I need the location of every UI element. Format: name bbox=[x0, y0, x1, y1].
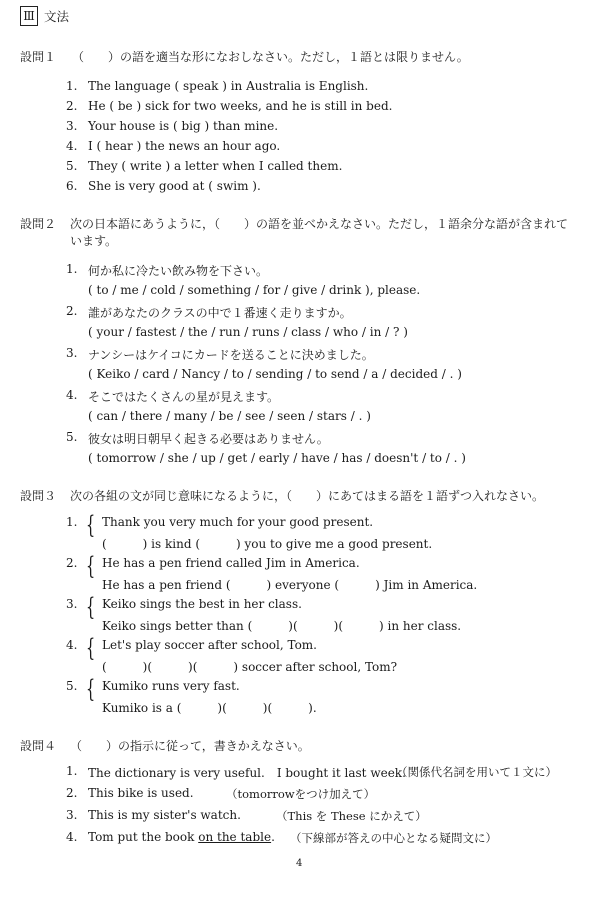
q3-item-num: 2. bbox=[66, 556, 78, 570]
q1-item-text: Your house is ( big ) than mine. bbox=[88, 119, 279, 133]
q3-item-line2: ( )( )( ) soccer after school, Tom? bbox=[102, 660, 398, 674]
q3-item-line1: He has a pen friend called Jim in America. bbox=[102, 556, 360, 570]
q2-item-ja: ナンシーはケイコにカードを送ることに決めました。 bbox=[88, 348, 374, 362]
q4-item-note: （This を These にかえて） bbox=[276, 809, 427, 823]
brace-icon: { bbox=[86, 511, 96, 539]
q1-item-num: 6. bbox=[66, 179, 78, 193]
q3-item-line2: Keiko sings better than ( )( )( ) in her class. bbox=[102, 619, 462, 633]
q4-item-text: This is my sister's watch. bbox=[88, 808, 241, 822]
q3-item-line2: ( ) is kind ( ) you to give me a good present. bbox=[102, 537, 433, 551]
q1-item-num: 5. bbox=[66, 159, 78, 173]
section-title: 文法 bbox=[44, 9, 70, 24]
q4-item-num: 4. bbox=[66, 830, 78, 844]
q3-item-line1: Kumiko runs very fast. bbox=[102, 679, 240, 693]
q4-item-text: This bike is used. bbox=[88, 786, 194, 800]
q2-item-ja: 誰があなたのクラスの中で１番速く走りますか。 bbox=[88, 306, 352, 320]
q2-item-num: 4. bbox=[66, 388, 78, 402]
q4-item-text-pre: Tom put the book bbox=[88, 830, 199, 844]
q3-instruction: 次の各組の文が同じ意味になるように，（ ）にあてはまる語を１語ずつ入れなさい。 bbox=[70, 489, 545, 503]
q2-item-num: 5. bbox=[66, 430, 78, 444]
q3-item-line2: He has a pen friend ( ) everyone ( ) Jim in America. bbox=[102, 578, 478, 592]
q3-item-line2: Kumiko is a ( )( )( ). bbox=[102, 701, 317, 715]
page-number: 4 bbox=[296, 858, 303, 869]
q1-item-text: I ( hear ) the news an hour ago. bbox=[88, 139, 281, 153]
q2-item-en: ( Keiko / card / Nancy / to / sending / to send / a / decided / . ) bbox=[88, 367, 462, 381]
q3-item-line1: Thank you very much for your good present. bbox=[102, 515, 374, 529]
q4-item-note: （関係代名詞を用いて１文に） bbox=[396, 765, 557, 779]
q2-item-num: 3. bbox=[66, 346, 78, 360]
q2-label: 設問２ bbox=[20, 217, 57, 231]
q2-instruction-line2: います。 bbox=[70, 234, 118, 248]
q2-instruction-line1: 次の日本語にあうように，（ ）の語を並べかえなさい。ただし，１語余分な語が含まれて bbox=[70, 217, 569, 231]
q1-item-num: 3. bbox=[66, 119, 78, 133]
q4-item-text-post: . bbox=[271, 830, 275, 844]
q2-item-ja: そこではたくさんの星が見えます。 bbox=[88, 390, 280, 404]
q4-item-text-underlined: on the table bbox=[198, 830, 272, 844]
q4-item-note: （下線部が答えの中心となる疑問文に） bbox=[290, 831, 497, 845]
q2-item-en: ( can / there / many / be / see / seen / stars / . ) bbox=[88, 409, 371, 423]
q4-item-num: 1. bbox=[66, 764, 78, 778]
q1-label: 設問１ bbox=[20, 50, 57, 64]
q4-instruction: （ ）の指示に従って，書きかえなさい。 bbox=[70, 739, 310, 753]
brace-icon: { bbox=[86, 593, 96, 621]
q1-item-num: 1. bbox=[66, 79, 78, 93]
q4-item-text: The dictionary is very useful. I bought it last week. bbox=[88, 766, 406, 780]
brace-icon: { bbox=[86, 634, 96, 662]
q1-item-num: 2. bbox=[66, 99, 78, 113]
q4-item-num: 2. bbox=[66, 786, 78, 800]
q2-item-en: ( tomorrow / she / up / get / early / have / has / doesn't / to / . ) bbox=[88, 451, 466, 465]
q1-item-num: 4. bbox=[66, 139, 78, 153]
q3-item-num: 3. bbox=[66, 597, 78, 611]
section-number-box: Ⅲ bbox=[20, 6, 38, 26]
q2-item-ja: 何か私に冷たい飲み物を下さい。 bbox=[88, 264, 269, 278]
q2-item-en: ( to / me / cold / something / for / give / drink ), please. bbox=[88, 283, 421, 297]
q4-item-note: （tomorrowをつけ加えて） bbox=[226, 787, 376, 801]
q3-item-num: 4. bbox=[66, 638, 78, 652]
q1-item-text: The language ( speak ) in Australia is English. bbox=[88, 79, 369, 93]
brace-icon: { bbox=[86, 552, 96, 580]
q2-item-num: 1. bbox=[66, 262, 78, 276]
q1-item-text: He ( be ) sick for two weeks, and he is still in bed. bbox=[88, 99, 393, 113]
q1-instruction: （ ）の語を適当な形になおしなさい。ただし，１語とは限りません。 bbox=[72, 50, 469, 64]
q3-item-num: 1. bbox=[66, 515, 78, 529]
q1-item-text: She is very good at ( swim ). bbox=[88, 179, 261, 193]
q2-item-ja: 彼女は明日朝早く起きる必要はありません。 bbox=[88, 432, 329, 446]
q2-item-en: ( your / fastest / the / run / runs / class / who / in / ? ) bbox=[88, 325, 408, 339]
q4-label: 設問４ bbox=[20, 739, 57, 753]
brace-icon: { bbox=[86, 675, 96, 703]
q1-item-text: They ( write ) a letter when I called them. bbox=[88, 159, 343, 173]
q3-item-line1: Keiko sings the best in her class. bbox=[102, 597, 302, 611]
q2-item-num: 2. bbox=[66, 304, 78, 318]
q4-item-num: 3. bbox=[66, 808, 78, 822]
q3-label: 設問３ bbox=[20, 489, 57, 503]
q4-item-text bbox=[88, 830, 275, 844]
q3-item-line1: Let's play soccer after school, Tom. bbox=[102, 638, 317, 652]
q3-item-num: 5. bbox=[66, 679, 78, 693]
